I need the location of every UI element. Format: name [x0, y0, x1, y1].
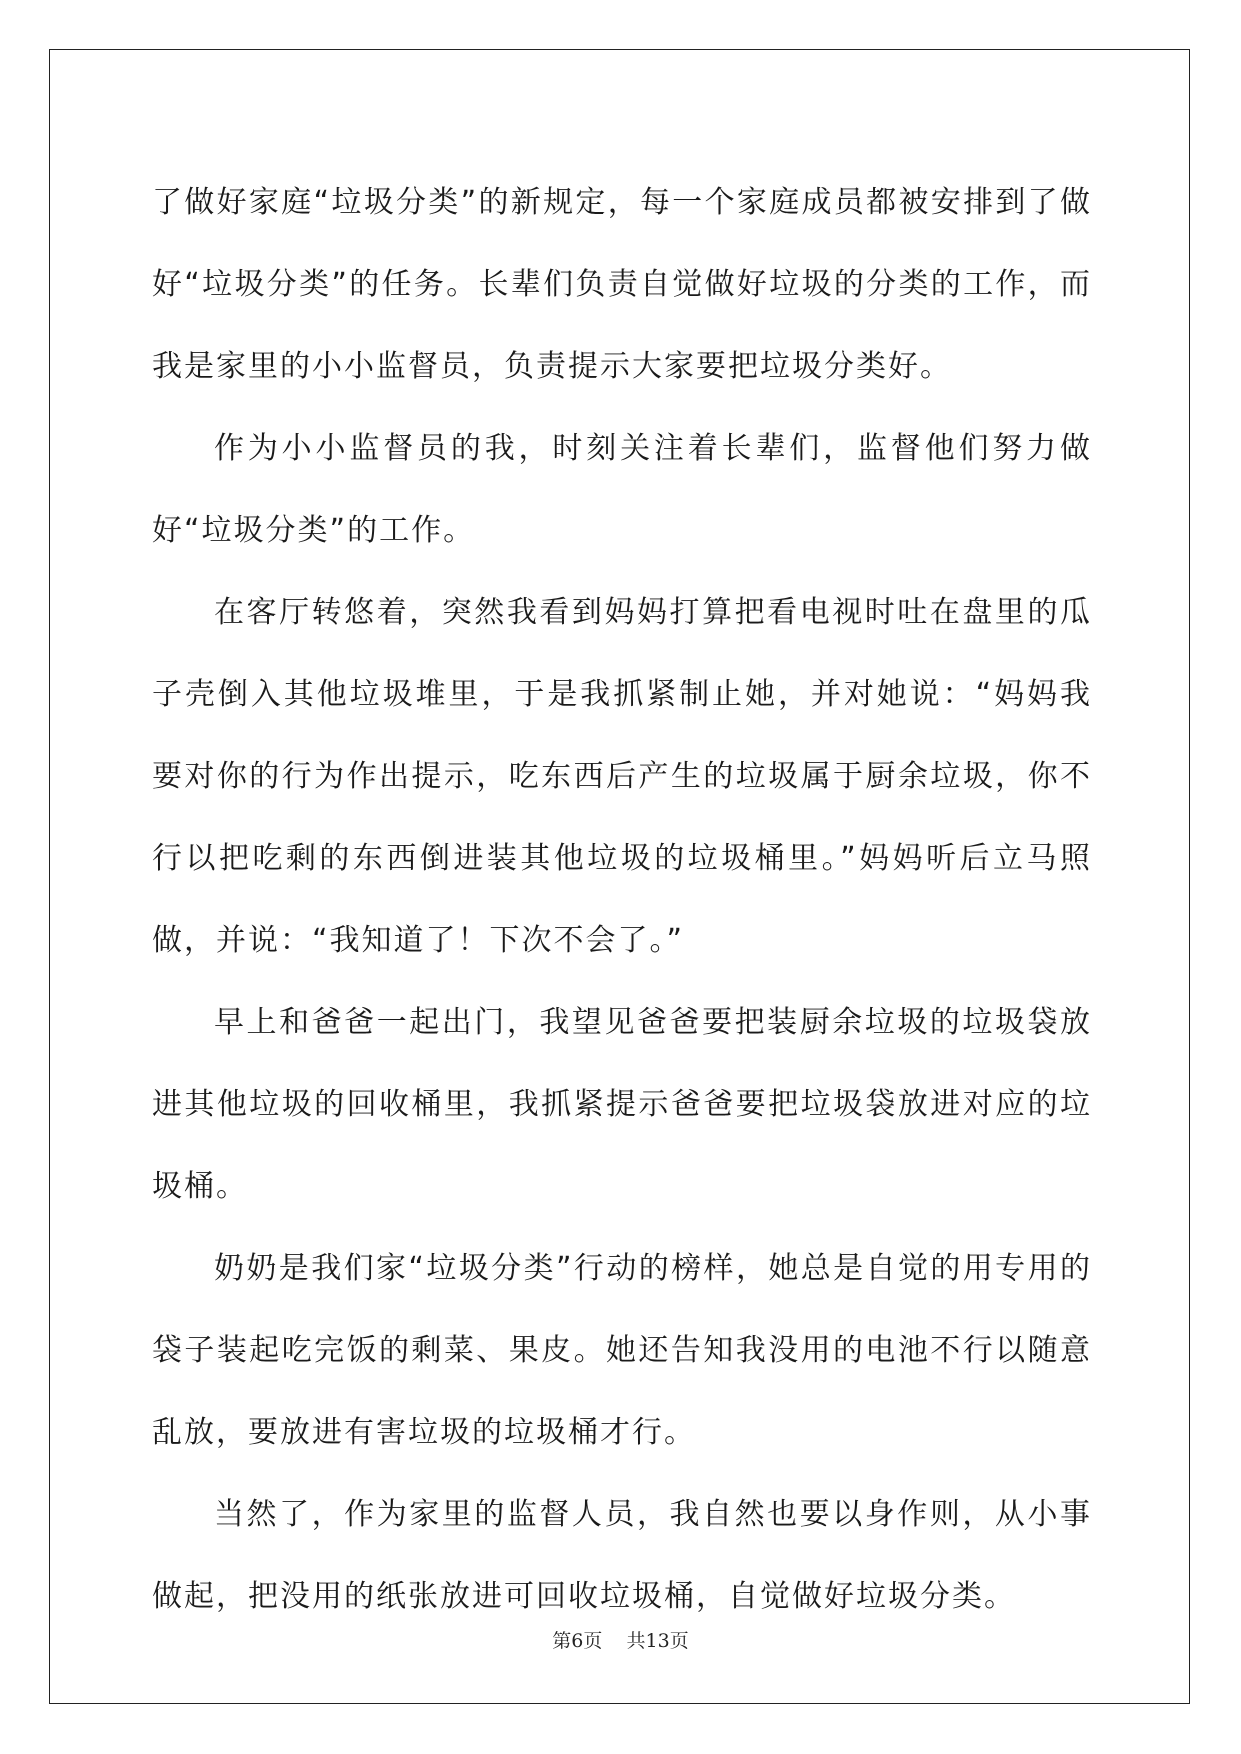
paragraph: 奶奶是我们家“垃圾分类”行动的榜样，她总是自觉的用专用的袋子装起吃完饭的剩菜、果皮。她还告知我没用的电池不行以随意乱放，要放进有害垃圾的垃圾桶才行。 [152, 1251, 1092, 1450]
paragraph: 作为小小监督员的我，时刻关注着长辈们，监督他们努力做好“垃圾分类”的工作。 [152, 431, 1092, 548]
paragraph: 早上和爸爸一起出门，我望见爸爸要把装厨余垃圾的垃圾袋放进其他垃圾的回收桶里，我抓紧提示爸爸要把垃圾袋放进对应的垃圾桶。 [152, 1005, 1092, 1204]
paragraph: 了做好家庭“垃圾分类”的新规定，每一个家庭成员都被安排到了做好“垃圾分类”的任务。长辈们负责自觉做好垃圾的分类的工作，而我是家里的小小监督员，负责提示大家要把垃圾分类好。 [152, 185, 1092, 384]
page-total: 共13页 [626, 1630, 689, 1652]
paragraph: 在客厅转悠着，突然我看到妈妈打算把看电视时吐在盘里的瓜子壳倒入其他垃圾堆里，于是我抓紧制止她，并对她说：“妈妈我要对你的行为作出提示，吃东西后产生的垃圾属于厨余垃圾，你不行以把吃剩的东西倒进装其他垃圾的垃圾桶里。”妈妈听后立马照做，并说：“我知道了！下次不会了。” [152, 595, 1092, 958]
page-footer [0, 1626, 1241, 1653]
page-number: 第6页 [552, 1630, 603, 1652]
paragraph: 当然了，作为家里的监督人员，我自然也要以身作则，从小事做起，把没用的纸张放进可回收垃圾桶，自觉做好垃圾分类。 [152, 1497, 1092, 1614]
document-body [152, 162, 1092, 1638]
